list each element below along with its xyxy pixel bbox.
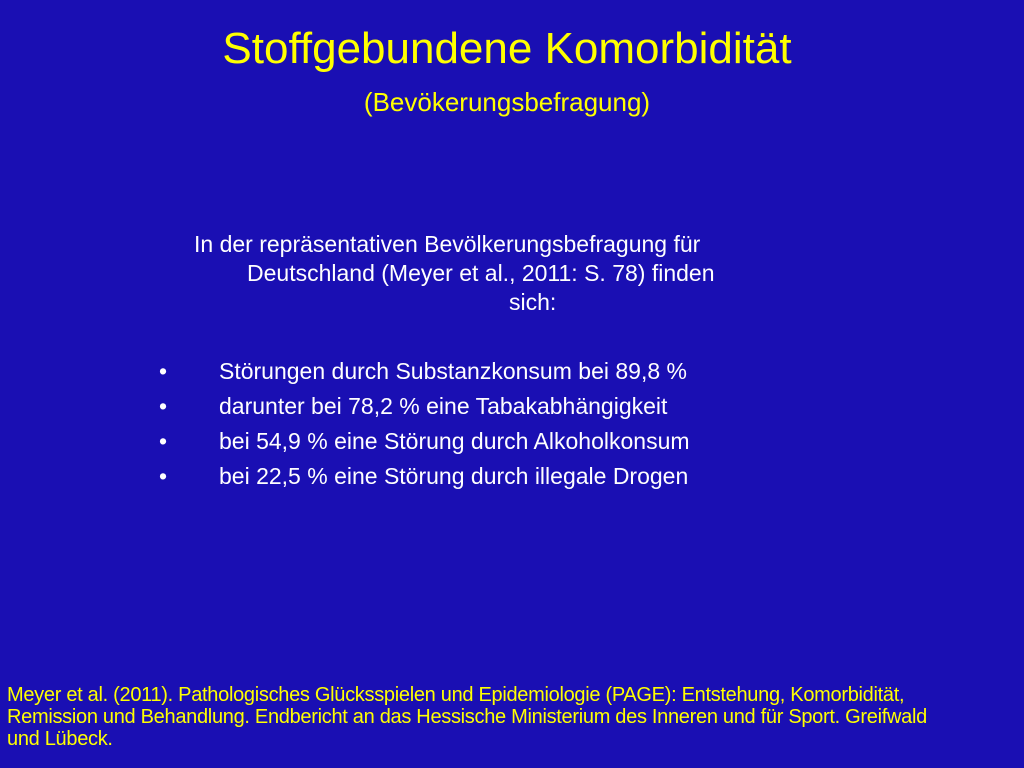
bullet-icon: • (159, 463, 168, 489)
intro-line: Deutschland (Meyer et al., 2011: S. 78) finden (247, 260, 715, 286)
reference-line: Remission und Behandlung. Endbericht an das Hessische Ministerium des Inneren und für Sport. Greifwald (7, 706, 927, 728)
bullet-icon: • (159, 393, 168, 419)
bullet-icon: • (159, 358, 168, 384)
bullet-text: bei 54,9 % eine Störung durch Alkoholkonsum (219, 428, 690, 454)
bullet-item (158, 459, 858, 494)
reference-line: Meyer et al. (2011). Pathologisches Glücksspielen und Epidemiologie (PAGE): Entstehung, Komorbidität, (7, 684, 905, 706)
bullet-item (158, 354, 858, 389)
bullet-list (158, 354, 858, 494)
slide-title: Stoffgebundene Komorbidität (222, 24, 792, 73)
bullet-text: bei 22,5 % eine Störung durch illegale Drogen (219, 463, 689, 489)
intro-line: sich: (509, 289, 557, 315)
bullet-icon: • (159, 428, 168, 454)
bullet-item (158, 424, 858, 459)
intro-paragraph (190, 230, 840, 317)
intro-line: In der repräsentativen Bevölkerungsbefragung für (194, 231, 701, 257)
reference-line: und Lübeck. (7, 728, 113, 750)
bullet-item (158, 389, 858, 424)
bullet-text: Störungen durch Substanzkonsum bei 89,8 % (219, 358, 687, 384)
bullet-text: darunter bei 78,2 % eine Tabakabhängigkeit (219, 393, 668, 419)
reference-citation (7, 684, 1019, 750)
slide-subtitle: (Bevökerungsbefragung) (363, 87, 651, 117)
